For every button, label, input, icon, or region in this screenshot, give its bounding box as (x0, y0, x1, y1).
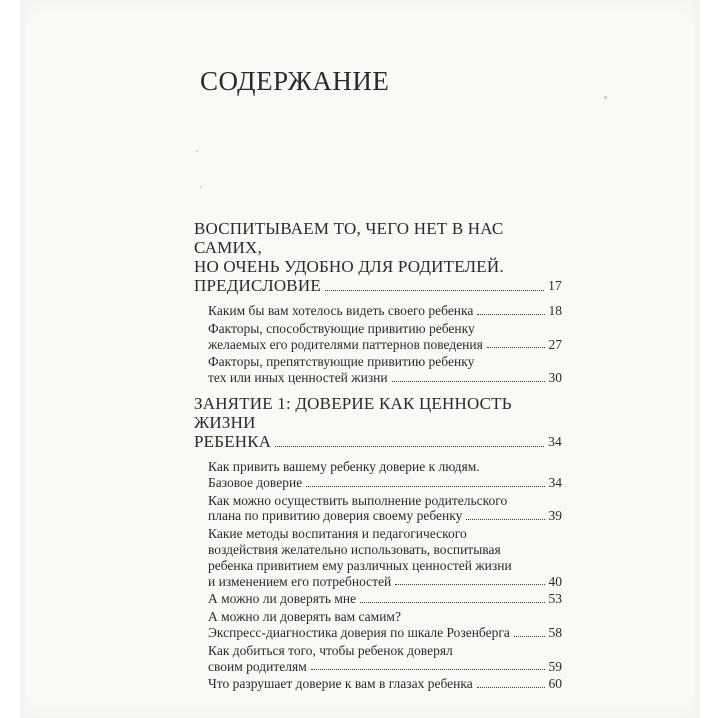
toc-entry-title: Как привить вашему ребенку доверие к людям. (208, 458, 480, 474)
toc-page-number: 39 (548, 508, 562, 524)
toc-section-entry[interactable] (194, 493, 562, 525)
toc-page-number: 17 (548, 278, 562, 293)
toc-entry-title: Какие методы воспитания и педагогического (208, 526, 467, 542)
toc-entry-title: ЗАНЯТИЕ 1: ДОВЕРИЕ КАК ЦЕННОСТЬ ЖИЗНИ (194, 393, 512, 432)
toc-chapter-entry[interactable] (194, 219, 562, 295)
paper-speck (196, 150, 198, 152)
toc-page-number: 40 (548, 573, 562, 589)
dot-leader (392, 381, 545, 382)
toc-entry-title: Как можно осуществить выполнение родительского (208, 492, 508, 508)
toc-section-entry[interactable] (194, 354, 562, 386)
entry-gap (194, 295, 562, 303)
toc-entry-title: НО ОЧЕНЬ УДОБНО ДЛЯ РОДИТЕЛЕЙ. (194, 257, 504, 276)
toc-entry-line (194, 609, 562, 625)
toc-entry-title: своим родителям (208, 658, 307, 674)
toc-entry-title: ВОСПИТЫВАЕМ ТО, ЧЕГО НЕТ В НАС САМИХ, (194, 219, 504, 257)
dot-leader (487, 347, 545, 348)
toc-entry-line (194, 394, 562, 432)
toc-entry-line (194, 257, 562, 276)
toc-entry-line (194, 574, 562, 590)
toc-entry-title: Как добиться того, чтобы ребенок доверял (208, 642, 453, 658)
toc-entry-title: А можно ли доверять вам самим? (208, 609, 401, 625)
toc-page-number: 18 (548, 303, 562, 318)
toc-entry-line (194, 354, 562, 370)
toc-section-entry[interactable] (194, 609, 562, 641)
toc-entry-title: тех или иных ценностей жизни (208, 370, 388, 386)
toc-entry-line (194, 337, 562, 353)
toc-entry-title: плана по привитию доверия своему ребенку (208, 508, 463, 524)
book-page (20, 0, 700, 718)
toc-entry-line (194, 558, 562, 574)
table-of-contents (194, 219, 562, 692)
dot-leader (325, 290, 544, 291)
toc-section-entry[interactable] (194, 459, 562, 491)
toc-section-entry[interactable] (194, 676, 562, 692)
toc-entry-title: ПРЕДИСЛОВИЕ (194, 276, 321, 295)
toc-entry-line (194, 625, 562, 641)
toc-entry-title: желаемых его родителями паттернов поведения (208, 336, 483, 352)
toc-section-entry[interactable] (194, 591, 562, 607)
toc-page-number: 27 (548, 336, 562, 352)
toc-entry-line (194, 303, 562, 319)
toc-entry-title: Что разрушает доверие к вам в глазах ребенка (208, 676, 473, 692)
toc-entry-line (194, 475, 562, 491)
dot-leader (360, 602, 544, 603)
dot-leader (477, 314, 544, 315)
toc-section-entry[interactable] (194, 321, 562, 353)
paper-speck (200, 186, 202, 188)
toc-chapter-entry[interactable] (194, 394, 562, 451)
dot-leader (514, 636, 545, 637)
paper-speck (604, 96, 607, 99)
dot-leader (477, 687, 545, 688)
toc-entry-line (194, 432, 562, 451)
toc-entry-title: А можно ли доверять мне (208, 591, 357, 607)
toc-page-number: 58 (548, 624, 562, 640)
toc-page-number: 53 (548, 591, 562, 607)
toc-page-number: 34 (548, 474, 562, 490)
toc-entry-line (194, 219, 562, 257)
toc-page-number: 60 (548, 676, 562, 692)
entry-gap (194, 451, 562, 459)
toc-entry-title: РЕБЕНКА (194, 431, 272, 451)
toc-entry-line (194, 321, 562, 337)
toc-entry-line (194, 459, 562, 475)
dot-leader (306, 486, 544, 487)
toc-section-entry[interactable] (194, 643, 562, 675)
toc-page-number: 59 (548, 658, 562, 674)
toc-section-entry[interactable] (194, 303, 562, 319)
toc-entry-line (194, 659, 562, 675)
toc-entry-line (194, 591, 562, 607)
toc-entry-line (194, 276, 562, 295)
toc-entry-line (194, 526, 562, 542)
toc-entry-title: Каким бы вам хотелось видеть своего ребенка (208, 303, 474, 318)
dot-leader (395, 584, 544, 585)
toc-entry-title: Факторы, препятствующие привитию ребенку (208, 354, 475, 370)
toc-section-entry[interactable] (194, 526, 562, 589)
toc-entry-line (194, 643, 562, 659)
toc-page-number: 34 (548, 433, 562, 449)
toc-entry-title: воздействия желательно использовать, воспитывая (208, 541, 501, 557)
toc-page-number: 30 (548, 370, 562, 386)
toc-entry-title: и изменением его потребностей (208, 573, 392, 589)
toc-entry-title: Экспресс-диагностика доверия по шкале Розенберга (208, 624, 510, 640)
toc-entry-title: ребенка привитием ему различных ценностей жизни (208, 557, 512, 573)
toc-entry-line (194, 493, 562, 509)
dot-leader (275, 446, 544, 447)
toc-entry-title: Факторы, способствующие привитию ребенку (208, 320, 475, 336)
toc-entry-line (194, 676, 562, 692)
toc-entry-line (194, 370, 562, 386)
dot-leader (311, 669, 545, 670)
dot-leader (466, 519, 544, 520)
toc-entry-line (194, 542, 562, 558)
toc-entry-line (194, 508, 562, 524)
toc-entry-title: Базовое доверие (208, 474, 303, 490)
page-title: СОДЕРЖАНИЕ (200, 66, 390, 96)
entry-gap (194, 386, 562, 394)
